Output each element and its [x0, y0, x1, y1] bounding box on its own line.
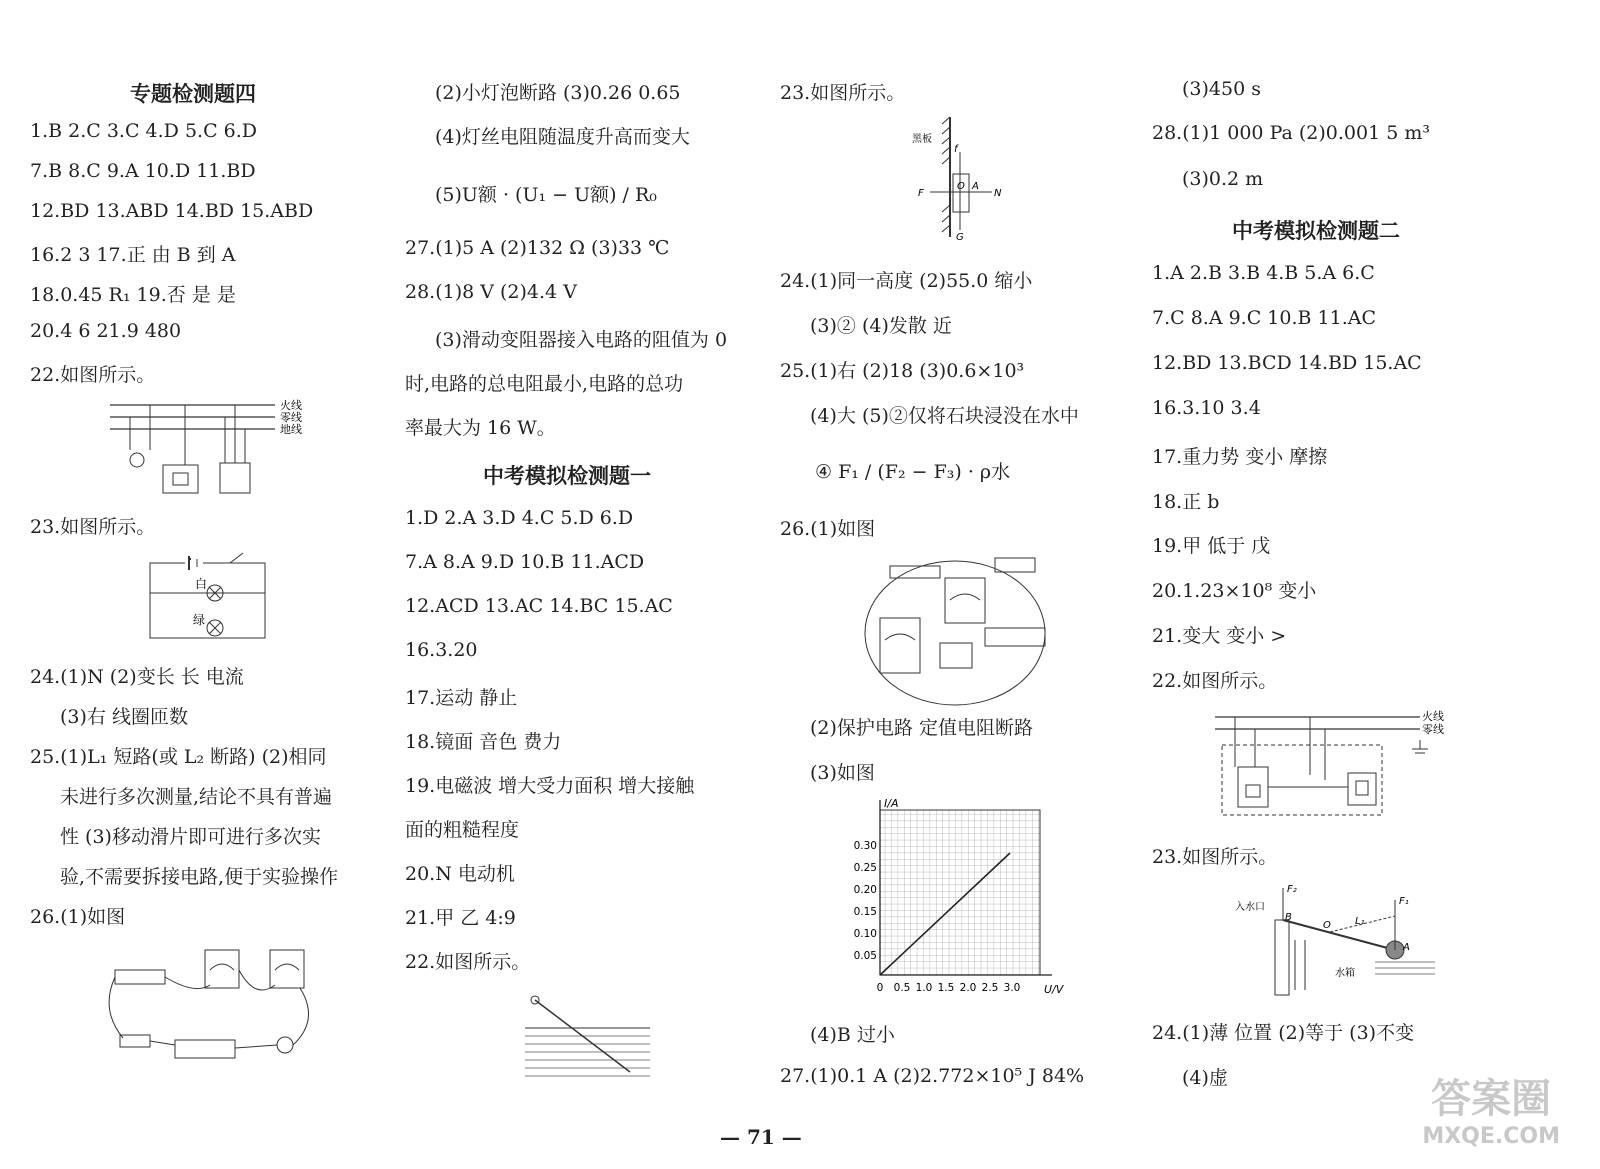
answer-line: 26.(1)如图 [780, 518, 876, 540]
section-title-1: 专题检测题四 [130, 82, 256, 106]
answer-line: 28.(1)1 000 Pa (2)0.001 5 m³ [1152, 122, 1430, 144]
label: N [994, 188, 1002, 199]
answer-line: 验,不需要拆接电路,便于实验操作 [60, 866, 339, 888]
iu-graph [840, 795, 1080, 1005]
answer-line: (2)保护电路 定值电阻断路 [810, 717, 1033, 739]
answer-line: 27.(1)5 A (2)132 Ω (3)33 ℃ [405, 237, 670, 259]
x-tick: 2.0 [959, 982, 977, 994]
section-title-2: 中考模拟检测题一 [483, 464, 651, 488]
answer-line: 7.A 8.A 9.D 10.B 11.ACD [405, 551, 645, 573]
answer-line: 性 (3)移动滑片即可进行多次实 [60, 826, 321, 848]
answer-line: 7.C 8.A 9.C 10.B 11.AC [1152, 307, 1376, 329]
label: A [972, 181, 979, 192]
answer-line: 20.4 6 21.9 480 [30, 320, 182, 342]
answer-line: 16.3.20 [405, 639, 478, 661]
label: B [1285, 912, 1292, 923]
answer-line: 19.甲 低于 戊 [1152, 535, 1271, 557]
answer-line: (3)0.2 m [1182, 168, 1264, 190]
answer-line: 19.电磁波 增大受力面积 增大接触 [405, 775, 695, 797]
x-tick: 2.5 [981, 982, 999, 994]
force-diagram-figure [910, 112, 1010, 242]
answer-line: 面的粗糙程度 [405, 819, 520, 841]
answer-line: (2)小灯泡断路 (3)0.26 0.65 [435, 82, 681, 104]
answer-line: (3)如图 [810, 762, 875, 784]
answer-line: 16.2 3 17.正 由 B 到 A [30, 244, 236, 266]
answer-line: 率最大为 16 W。 [405, 417, 556, 439]
label: 火线 [280, 399, 302, 412]
answer-line: 24.(1)N (2)变长 长 电流 [30, 666, 244, 688]
answer-line: 22.如图所示。 [405, 951, 531, 973]
y-tick: 0.10 [853, 928, 877, 940]
label: F₁ [1399, 896, 1409, 907]
section-title-3: 中考模拟检测题二 [1232, 219, 1400, 243]
label: 水箱 [1335, 968, 1355, 979]
label: 火线 [1422, 710, 1444, 723]
lever-figure [1235, 880, 1445, 1000]
answer-line: (4)灯丝电阻随温度升高而变大 [435, 126, 690, 148]
answer-line: 24.(1)薄 位置 (2)等于 (3)不变 [1152, 1022, 1415, 1044]
answer-line: 1.B 2.C 3.C 4.D 5.C 6.D [30, 120, 258, 142]
answer-line: 22.如图所示。 [1152, 670, 1278, 692]
answer-line: 21.变大 变小 > [1152, 625, 1287, 647]
answer-line: 12.BD 13.BCD 14.BD 15.AC [1152, 352, 1422, 374]
label: 零线 [280, 411, 302, 424]
watermark-logo: 答案圈 [1431, 1076, 1552, 1122]
answer-line: 未进行多次测量,结论不具有普遍 [60, 786, 333, 808]
label: F₂ [1287, 884, 1297, 895]
experiment-apparatus-figure [855, 548, 1065, 708]
answer-line: 26.(1)如图 [30, 906, 126, 928]
y-tick: 0.30 [853, 840, 877, 852]
light-refraction-figure [520, 990, 660, 1085]
answer-line: 7.B 8.C 9.A 10.D 11.BD [30, 160, 256, 182]
answer-line: 23.如图所示。 [1152, 846, 1278, 868]
answer-line: 1.D 2.A 3.D 4.C 5.D 6.D [405, 507, 634, 529]
answer-line: (3)450 s [1182, 78, 1261, 100]
watermark [1422, 1067, 1560, 1149]
answer-line: 27.(1)0.1 A (2)2.772×10⁵ J 84% [780, 1065, 1085, 1087]
label: A [1403, 942, 1410, 953]
x-tick: 1.5 [937, 982, 955, 994]
x-axis-label: U/V [1044, 983, 1064, 996]
answer-line: 18.正 b [1152, 491, 1220, 513]
y-tick: 0.20 [853, 884, 877, 896]
label: O [957, 181, 965, 192]
x-tick: 1.0 [915, 982, 933, 994]
label: F [918, 188, 924, 199]
answer-line: 20.1.23×10⁸ 变小 [1152, 580, 1317, 602]
label: 入水口 [1235, 902, 1265, 913]
answer-line: 12.BD 13.ABD 14.BD 15.ABD [30, 200, 314, 222]
answer-line: 1.A 2.B 3.B 4.B 5.A 6.C [1152, 262, 1375, 284]
y-tick: 0.15 [853, 906, 877, 918]
answer-line: (4)大 (5)②仅将石块浸没在水中 [810, 405, 1079, 427]
page-number: — 71 — [720, 1125, 802, 1149]
label: 零线 [1422, 723, 1444, 736]
formula-line: (5)U额 · (U₁ − U额) / R₀ [435, 184, 657, 206]
answer-line: (3)右 线圈匝数 [60, 706, 188, 728]
label: f [954, 144, 958, 155]
answer-line: 25.(1)右 (2)18 (3)0.6×10³ [780, 360, 1025, 382]
formula-line: ④ F₁ / (F₂ − F₃) · ρ水 [815, 461, 1011, 483]
answer-line: 23.如图所示。 [780, 82, 906, 104]
answer-line: 18.镜面 音色 费力 [405, 731, 562, 753]
household-circuit-figure-2 [1210, 705, 1455, 820]
answer-line: 17.运动 静止 [405, 687, 518, 709]
y-axis-label: I/A [884, 797, 899, 810]
answer-line: 24.(1)同一高度 (2)55.0 缩小 [780, 270, 1033, 292]
answer-line: (3)② (4)发散 近 [810, 315, 952, 337]
answer-line: 25.(1)L₁ 短路(或 L₂ 断路) (2)相同 [30, 746, 327, 768]
label: G [956, 232, 964, 242]
label: 绿 [193, 613, 206, 627]
answer-line: 21.甲 乙 4:9 [405, 907, 516, 929]
answer-line: 时,电路的总电阻最小,电路的总功 [405, 373, 684, 395]
y-tick: 0.25 [853, 862, 877, 874]
label: L₁ [1355, 916, 1365, 927]
answer-line: 12.ACD 13.AC 14.BC 15.AC [405, 595, 673, 617]
x-tick: 0 [876, 982, 884, 994]
answer-line: (3)滑动变阻器接入电路的阻值为 0 [435, 329, 728, 351]
x-tick: 3.0 [1003, 982, 1021, 994]
answer-line: (4)虚 [1182, 1067, 1228, 1089]
y-tick: 0.05 [853, 950, 877, 962]
answer-line: 23.如图所示。 [30, 516, 156, 538]
answer-line: 28.(1)8 V (2)4.4 V [405, 281, 577, 303]
parallel-lamps-figure [145, 548, 275, 643]
label: 地线 [280, 423, 302, 436]
label: 黑板 [912, 134, 932, 145]
answer-line: 18.0.45 R₁ 19.否 是 是 [30, 284, 236, 306]
x-tick: 0.5 [893, 982, 911, 994]
answer-line: 22.如图所示。 [30, 364, 156, 386]
circuit-apparatus-figure [95, 940, 325, 1070]
label: 白 [195, 577, 208, 591]
answer-line: 17.重力势 变小 摩擦 [1152, 446, 1328, 468]
answer-line: 16.3.10 3.4 [1152, 397, 1261, 419]
household-circuit-figure [105, 395, 315, 500]
label: O [1323, 920, 1331, 931]
answer-line: (4)B 过小 [810, 1024, 895, 1046]
watermark-url: MXQE.COM [1422, 1124, 1560, 1149]
answer-line: 20.N 电动机 [405, 863, 515, 885]
